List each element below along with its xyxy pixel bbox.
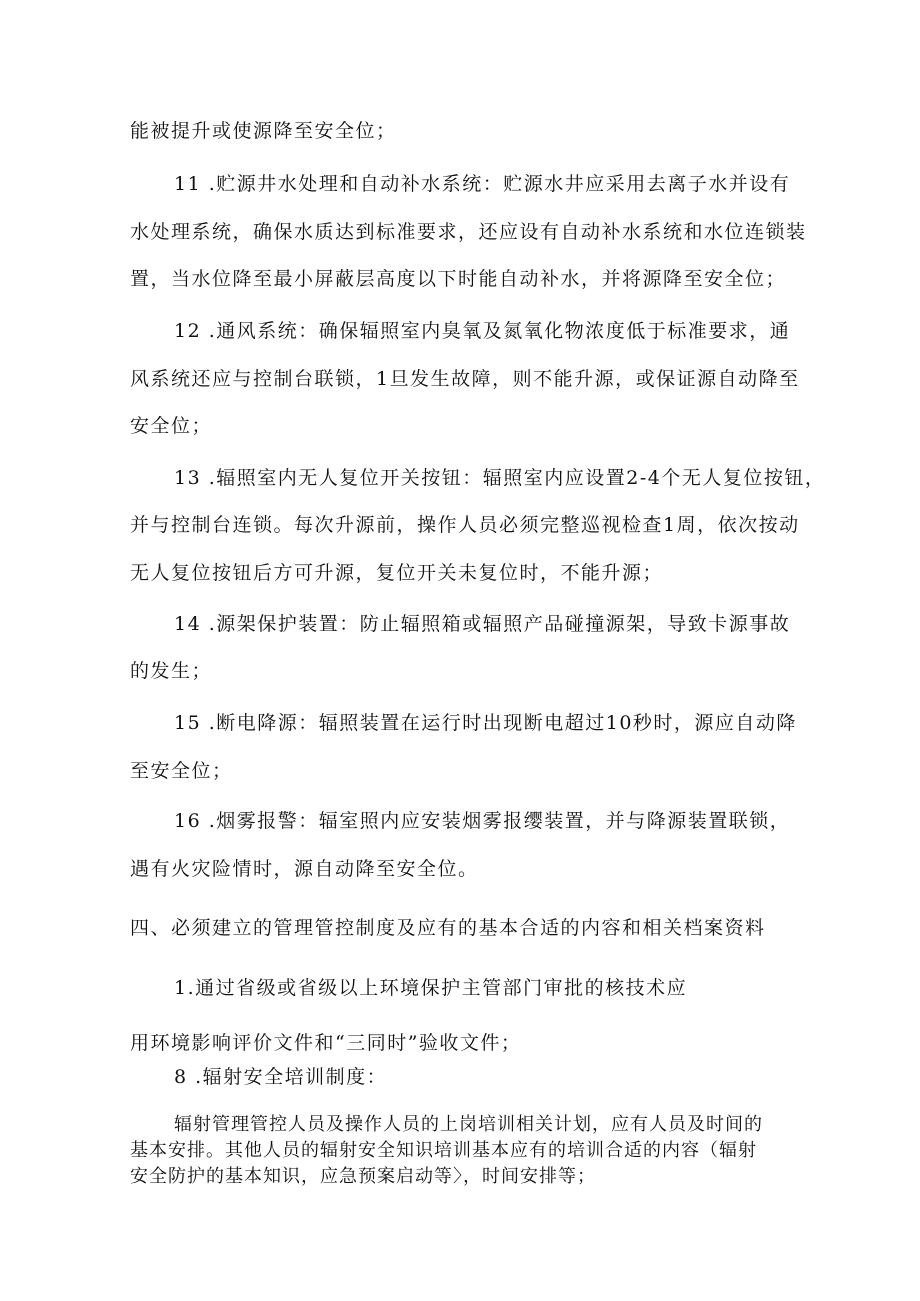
- list-item-16-line-1: 16 .烟雾报警：辐室照内应安装烟雾报缨装置，并与降源装置联锁，: [174, 810, 791, 832]
- list-item-16-line-2: 遇有火灾险情时，源自动降至安全位。: [130, 858, 479, 880]
- list-item-13-line-3: 无人复位按钮后方可升源，复位开关未复位时，不能升源；: [130, 562, 664, 584]
- paragraph-line-1: 辐射管理管控人员及操作人员的上岗培训相关计划，应有人员及时间的: [174, 1114, 763, 1135]
- list-item-13-line-2: 并与控制台连锁。每次升源前，操作人员必须完整巡视检查1周，依次按动: [130, 514, 800, 536]
- section-heading: 四、必须建立的管理管控制度及应有的基本合适的内容和相关档案资料: [130, 917, 766, 939]
- paragraph-line-3: 安全防护的基本知识，应急预案启动等〉，时间安排等；: [130, 1166, 596, 1187]
- list-item-12-line-2: 风系统还应与控制台联锁，1旦发生故障，则不能升源，或保证源自动降至: [130, 368, 800, 390]
- list-item-1-line-2: 用环境影响评价文件和“三同时”验收文件；: [130, 1032, 522, 1054]
- list-item-12-line-3: 安全位；: [130, 415, 213, 437]
- list-item-11-line-3: 置，当水位降至最小屏蔽层高度以下时能自动补水，并将源降至安全位；: [130, 268, 787, 290]
- text-line: 能被提升或使源降至安全位；: [130, 120, 397, 142]
- list-item-11-line-2: 水处理系统，确保水质达到标准要求，还应设有自动补水系统和水位连锁装: [130, 221, 807, 243]
- list-item-8: 8 .辐射安全培训制度：: [174, 1066, 388, 1088]
- list-item-14-line-1: 14 .源架保护装置：防止辐照箱或辐照产品碰撞源架，导致卡源事故: [174, 613, 791, 635]
- list-item-11-line-1: 11 .贮源井水处理和自动补水系统：贮源水井应采用去离子水并设有: [174, 173, 791, 195]
- list-item-15-line-2: 至安全位；: [130, 760, 233, 782]
- list-item-1-line-1: 1.通过省级或省级以上环境保护主管部门审批的核技术应: [174, 977, 688, 999]
- list-item-14-line-2: 的发生；: [130, 660, 213, 682]
- list-item-12-line-1: 12 .通风系统：确保辐照室内臭氧及氮氧化物浓度低于标准要求，通: [174, 320, 791, 342]
- paragraph-line-2: 基本安排。其他人员的辐射安全知识培训基本应有的培训合适的内容（辐射: [130, 1140, 757, 1161]
- list-item-13-line-1: 13 .辐照室内无人复位开关按钮：辐照室内应设置2-4个无人复位按钮，: [174, 467, 826, 489]
- list-item-15-line-1: 15 .断电降源：辐照装置在运行时出现断电超过10秒时，源应自动降: [174, 712, 797, 734]
